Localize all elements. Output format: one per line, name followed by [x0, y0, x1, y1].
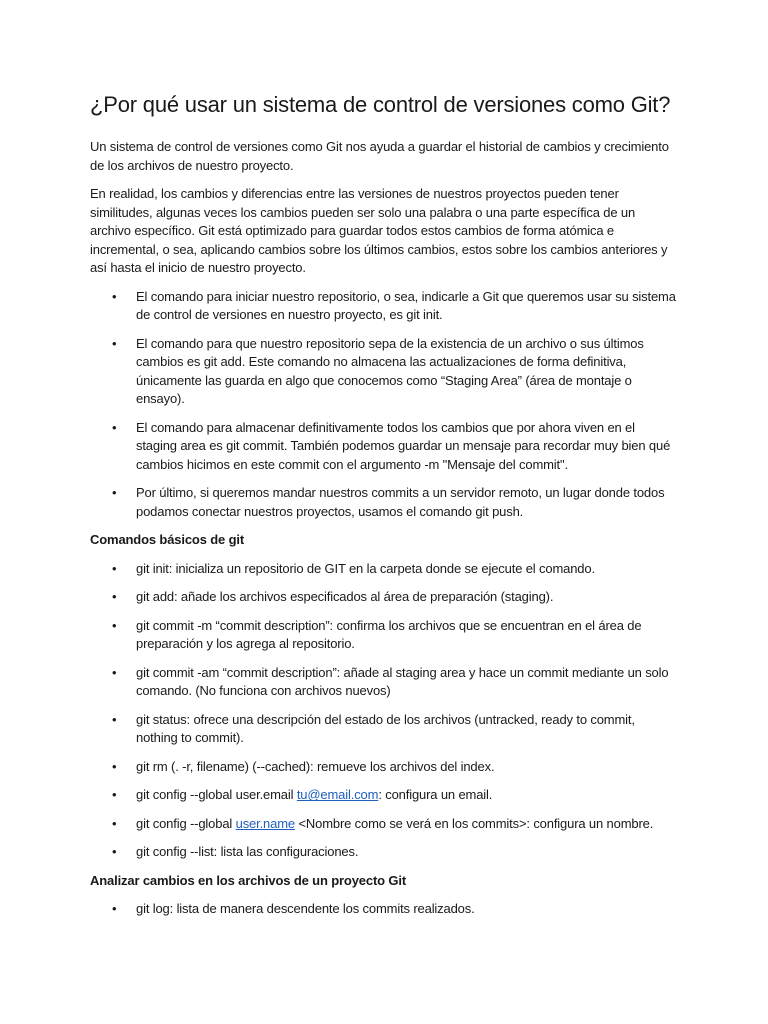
list-item [90, 617, 678, 654]
list-item [90, 588, 678, 607]
basic-commands-list [90, 560, 678, 862]
bullet-icon: • [112, 711, 117, 727]
bullet-icon: • [112, 787, 117, 803]
list-item [90, 786, 678, 805]
page-title: ¿Por qué usar un sistema de control de versiones como Git? [90, 92, 671, 117]
bullet-icon: • [112, 589, 117, 605]
list-item-text: git config --global [136, 815, 236, 831]
list-item-text: git config --global user.email [136, 787, 297, 803]
bullet-icon: • [112, 617, 117, 633]
list-item-text: git status: ofrece una descripción del estado de los archivos (untracked, ready to commit, nothing to commit). [136, 711, 635, 746]
username-link[interactable]: user.name [235, 815, 295, 831]
list-item-text: Por último, si queremos mandar nuestros commits a un servidor remoto, un lugar donde todos podamos conectar nuestros proyectos, usamos el comando git push. [136, 485, 665, 519]
list-item [90, 900, 678, 919]
bullet-icon: • [112, 664, 117, 680]
bullet-icon: • [112, 815, 117, 831]
list-item-text: : configura un email. [378, 787, 493, 803]
list-item-text: <Nombre como se verá en los commits>: configura un nombre. [294, 815, 654, 831]
bullet-icon: • [112, 560, 117, 576]
list-item-text: git commit -m “commit description”: confirma los archivos que se encuentran en el área de preparación y los agrega al repositorio. [136, 617, 642, 652]
list-item [90, 711, 678, 748]
list-item-text: git rm (. -r, filename) (--cached): remueve los archivos del index. [136, 758, 495, 774]
list-item-text: git log: lista de manera descendente los commits realizados. [136, 901, 475, 917]
list-item-text: git commit -am “commit description”: añade al staging area y hace un commit mediante un solo comando. (No funciona con archivos nuevos) [136, 664, 669, 699]
list-item-text: git config --list: lista las configuraciones. [136, 844, 359, 860]
list-item [90, 560, 678, 579]
list-item [90, 335, 678, 409]
list-item-text: El comando para que nuestro repositorio sepa de la existencia de un archivo o sus últimos cambios es git add. Este comando no almacena las actualizaciones de forma definitiva, únicamente las guarda en algo que conocemos como “Staging Area” (área de montaje o ensayo). [136, 335, 644, 407]
analyze-commands-list [90, 900, 678, 919]
bullet-icon: • [112, 758, 117, 774]
section-heading-analyze-changes: Analizar cambios en los archivos de un proyecto Git [90, 872, 406, 888]
bullet-icon: • [112, 844, 117, 860]
intro-paragraph-2: En realidad, los cambios y diferencias entre las versiones de nuestros proyectos pueden tener similitudes, algunas veces los cambios pueden ser solo una palabra o una parte específica de un archivo específico. Git está optimizado para guardar todos estos cambios de forma atómica e incremental, o sea, aplicando cambios sobre los últimos cambios, estos sobre los cambios anteriores y así hasta el inicio de nuestro proyecto. [90, 186, 668, 276]
bullet-icon: • [112, 335, 117, 351]
list-item [90, 419, 678, 475]
bullet-icon: • [112, 288, 117, 304]
email-link[interactable]: tu@email.com [296, 787, 379, 803]
list-item [90, 843, 678, 862]
git-workflow-list [90, 288, 678, 522]
list-item [90, 288, 678, 325]
list-item-text: El comando para iniciar nuestro repositorio, o sea, indicarle a Git que queremos usar su sistema de control de versiones en nuestro proyecto, es git init. [136, 288, 676, 323]
bullet-icon: • [112, 419, 117, 435]
bullet-icon: • [112, 485, 117, 501]
list-item-text: git init: inicializa un repositorio de GIT en la carpeta donde se ejecute el comando. [136, 560, 595, 576]
section-heading-basic-commands: Comandos básicos de git [90, 532, 245, 548]
list-item-text: git add: añade los archivos especificados al área de preparación (staging). [136, 589, 554, 605]
list-item-text: El comando para almacenar definitivamente todos los cambios que por ahora viven en el staging area es git commit. También podemos guardar un mensaje para recordar muy bien qué cambios hicimos en este commit con el argumento -m "Mensaje del commit". [136, 419, 671, 472]
list-item [90, 484, 678, 521]
list-item [90, 758, 678, 777]
intro-paragraph-1: Un sistema de control de versiones como Git nos ayuda a guardar el historial de cambios y crecimiento de los archivos de nuestro proyecto. [90, 139, 669, 173]
list-item [90, 664, 678, 701]
list-item [90, 815, 678, 834]
bullet-icon: • [112, 901, 117, 917]
